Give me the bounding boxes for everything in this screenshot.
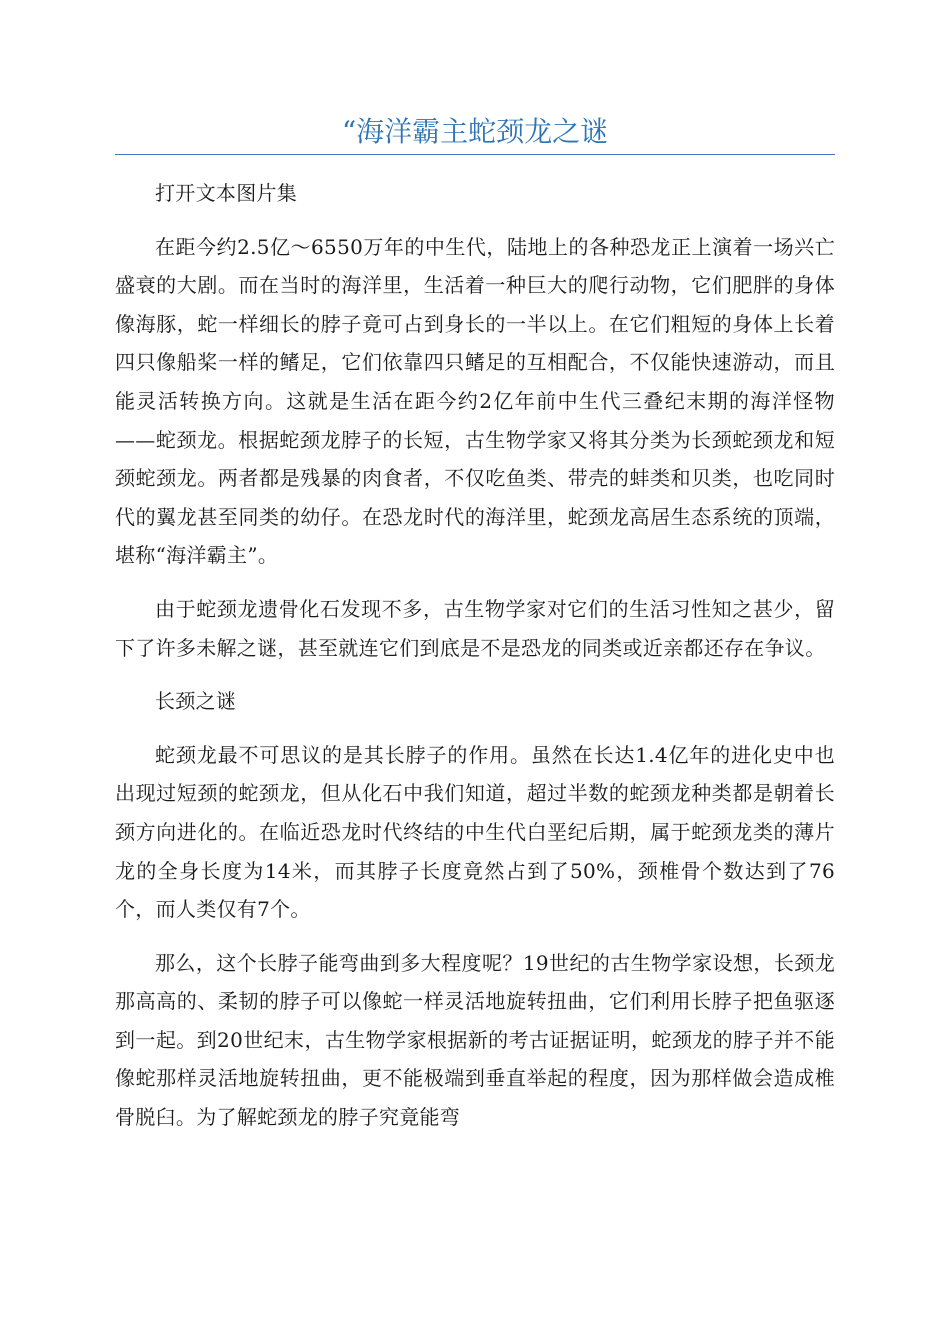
- paragraph-intro: 在距今约2.5亿～6550万年的中生代，陆地上的各种恐龙正上演着一场兴亡盛衰的大剧。而在当时的海洋里，生活着一种巨大的爬行动物，它们肥胖的身体像海豚，蛇一样细长的脖子竟可占到身长的一半以上。在它们粗短的身体上长着四只像船桨一样的鳍足，它们依靠四只鳍足的互相配合，不仅能快速游动，而且能灵活转换方向。这就是生活在距今约2亿年前中生代三叠纪末期的海洋怪物——蛇颈龙。根据蛇颈龙脖子的长短，古生物学家又将其分类为长颈蛇颈龙和短颈蛇颈龙。两者都是残暴的肉食者，不仅吃鱼类、带壳的蚌类和贝类，也吃同时代的翼龙甚至同类的幼仔。在恐龙时代的海洋里，蛇颈龙高居生态系统的顶端，堪称“海洋霸主”。: [115, 234, 835, 568]
- title-underline: [115, 154, 835, 155]
- section-heading-long-neck: 长颈之谜: [155, 689, 237, 714]
- document-body: [115, 174, 835, 1152]
- paragraph-neck-function: 蛇颈龙最不可思议的是其长脖子的作用。虽然在长达1.4亿年的进化史中也出现过短颈的蛇颈龙，但从化石中我们知道，超过半数的蛇颈龙种类都是朝着长颈方向进化的。在临近恐龙时代终结的中生代白垩纪后期，属于蛇颈龙类的薄片龙的全身长度为14米，而其脖子长度竟然占到了50%，颈椎骨个数达到了76个，而人类仅有7个。: [115, 742, 835, 922]
- paragraph-neck-bending: 那么，这个长脖子能弯曲到多大程度呢？19世纪的古生物学家设想，长颈龙那高高的、柔韧的脖子可以像蛇一样灵活地旋转扭曲，它们利用长脖子把鱼驱逐到一起。到20世纪末，古生物学家根据新的考古证据证明，蛇颈龙的脖子并不能像蛇那样灵活地旋转扭曲，更不能极端到垂直举起的程度，因为那样做会造成椎骨脱臼。为了解蛇颈龙的脖子究竟能弯: [115, 950, 835, 1130]
- document-title: “海洋霸主蛇颈龙之谜: [341, 115, 609, 148]
- image-set-link-text: 打开文本图片集: [155, 181, 298, 205]
- paragraph-mystery: 由于蛇颈龙遗骨化石发现不多，古生物学家对它们的生活习性知之甚少，留下了许多未解之谜，甚至就连它们到底是不是恐龙的同类或近亲都还存在争议。: [115, 596, 835, 660]
